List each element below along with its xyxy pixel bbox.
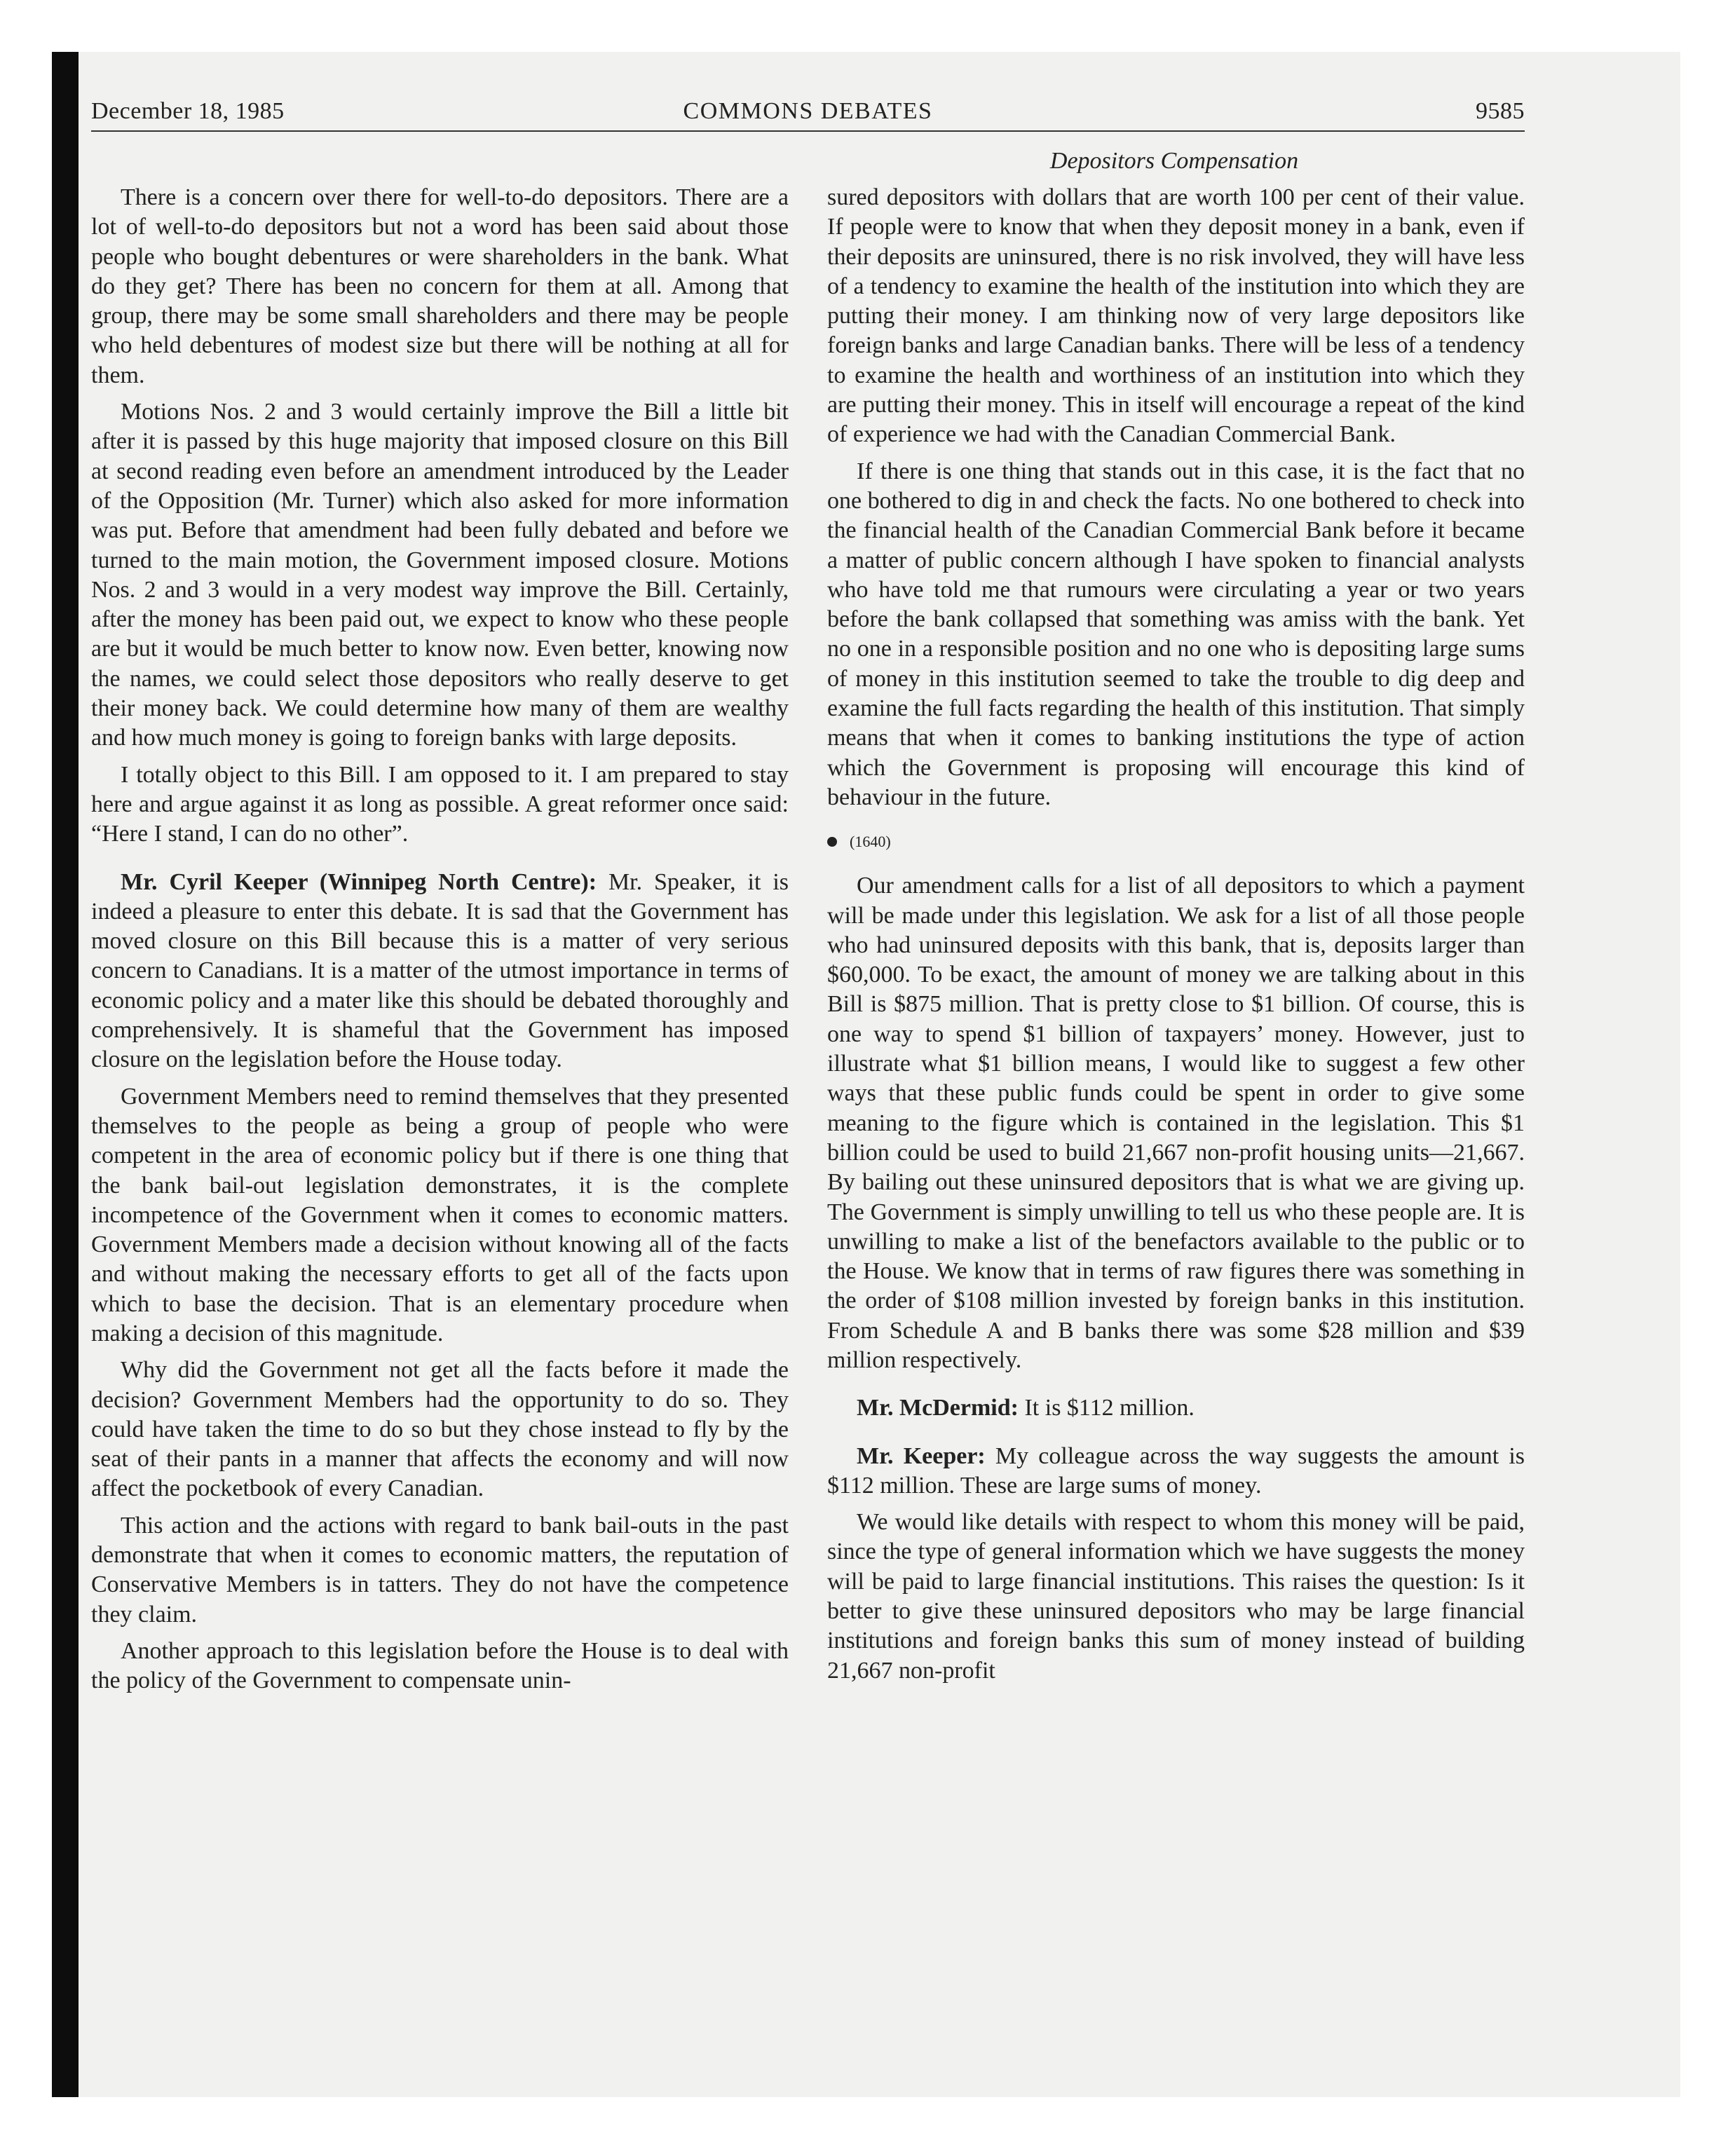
speech-paragraph (91, 868, 789, 1075)
speaker-name: Mr. Keeper: (857, 1442, 986, 1469)
paragraph: Why did the Government not get all the facts before it made the decision? Government Members had the opportunity to do so. They could have taken the time to do so but they chose instead to fly by the seat of their pants in a manner that affects the economy and will now affect the pocketbook of every Canadian. (91, 1357, 789, 1502)
header-rule (91, 130, 1525, 132)
right-column (827, 183, 1525, 1693)
speaker-name: Mr. Cyril Keeper (Winnipeg North Centre): (121, 868, 597, 895)
speech-text: Mr. Speaker, it is indeed a pleasure to enter this debate. It is sad that the Government has moved closure on this Bill because this is a matter of very serious concern to Canadians. It is a matter of the utmost importance in terms of economic policy and a mater like this should be debated thoroughly and comprehensively. It is shameful that the Government has imposed closure on the legislation before the House today. (91, 868, 789, 1073)
time-marker-text: (1640) (850, 833, 891, 851)
speaker-name: Mr. McDermid: (857, 1395, 1019, 1421)
header-page-number: 9585 (1476, 98, 1525, 124)
subject-heading: Depositors Compensation (1049, 148, 1299, 174)
left-column (91, 183, 789, 1703)
paragraph: I totally object to this Bill. I am opposed to it. I am prepared to stay here and argue against it as long as possible. A great reformer once said: “Here I stand, I can do no other”. (91, 761, 789, 847)
speech-paragraph (827, 1393, 1525, 1423)
speech-text: It is $112 million. (1024, 1395, 1195, 1421)
running-head (91, 94, 1525, 129)
time-marker (827, 828, 1525, 856)
paragraph: There is a concern over there for well-to-do depositors. There are a lot of well-to-do depositors but not a word has been said about those people who bought debentures or were shareholders in the bank. What do they get? There has been no concern for them at all. Among that group, there may be some small shareholders and there may be people who held debentures of modest size but there will be nothing at all for them. (91, 184, 789, 388)
header-title: COMMONS DEBATES (683, 98, 933, 124)
paragraph: Another approach to this legislation before the House is to deal with the policy of the Government to compensate unin- (91, 1637, 789, 1694)
paragraph: Motions Nos. 2 and 3 would certainly improve the Bill a little bit after it is passed by this huge majority that imposed closure on this Bill at second reading even before an amendment introduced by the Leader of the Opposition (Mr. Turner) which also asked for more information was put. Before that amendment had been fully debated and before we turned to the main motion, the Government imposed closure. Motions Nos. 2 and 3 would in a very modest way improve the Bill. Certainly, after the money has been paid out, we expect to know who these people are but it would be much better to know now. Even better, knowing now the names, we could select those depositors who really deserve to get their money back. We could determine how many of them are wealthy and how much money is going to foreign banks with large deposits. (91, 399, 789, 751)
paragraph: If there is one thing that stands out in this case, it is the fact that no one bothered to dig in and check the facts. No one bothered to check into the financial health of the Canadian Commercial Bank before it became a matter of public concern although I have spoken to financial analysts who have told me that rumours were circulating a year or two years before the bank collapsed that something was amiss with the bank. Yet no one in a responsible position and no one who is depositing large sums of money in this institution seemed to take the trouble to dig deep and examine the full facts regarding the health of this institution. That simply means that when it comes to banking institutions the type of action which the Government is proposing will encourage this kind of behaviour in the future. (827, 458, 1525, 810)
paragraph: sured depositors with dollars that are worth 100 per cent of their value. If people were to know that when they deposit money in a bank, even if their deposits are uninsured, there is no risk involved, they will have less of a tendency to examine the health of the institution into which they are putting their money. I am thinking now of very large depositors like foreign banks and large Canadian banks. There will be less of a tendency to examine the health and worthiness of an institution into which they are putting their money. This in itself will encourage a repeat of the kind of experience we had with the Canadian Commercial Bank. (827, 184, 1525, 448)
paragraph: Our amendment calls for a list of all depositors to which a payment will be made under this legislation. We ask for a list of all those people who had uninsured deposits with this bank, that is, deposits larger than $60,000. To be exact, the amount of money we are talking about in this Bill is $875 million. That is pretty close to $1 billion. Of course, this is one way to spend $1 billion of taxpayers’ money. However, just to illustrate what $1 billion means, I would like to suggest a few other ways that these public funds could be spent in order to give some meaning to the figure which is contained in the legislation. This $1 billion could be used to build 21,667 non-profit housing units—21,667. By bailing out these uninsured depositors that is what we are giving up. The Government is simply unwilling to tell us who these people are. It is unwilling to make a list of the benefactors available to the public or to the House. We know that in terms of raw figures there was something in the order of $108 million invested by foreign banks in this institution. From Schedule A and B banks there was some $28 million and $39 million respectively. (827, 873, 1525, 1373)
speech-paragraph (827, 1442, 1525, 1501)
paragraph: Government Members need to remind themselves that they presented themselves to the people as being a group of people who were competent in the area of economic policy but if there is one thing that the bank bail-out legislation demonstrates, it is the complete incompetence of the Government when it comes to economic matters. Government Members made a decision without knowing all of the facts and without making the necessary efforts to get all of the facts upon which to base the decision. That is an elementary procedure when making a decision of this magnitude. (91, 1083, 789, 1346)
paragraph: We would like details with respect to whom this money will be paid, since the type of general information which we have suggests the money will be paid to large financial institutions. This raises the question: Is it better to give these uninsured depositors who may be large financial institutions and foreign banks this sum of money instead of building 21,667 non-profit (827, 1509, 1525, 1684)
header-date: December 18, 1985 (91, 98, 285, 124)
scan-edge (52, 52, 79, 2097)
speech-text: My colleague across the way suggests the amount is $112 million. These are large sums of money. (827, 1442, 1525, 1499)
paragraph: This action and the actions with regard to bank bail-outs in the past demonstrate that when it comes to economic matters, the reputation of Conservative Members is in tatters. They do not have the competence they claim. (91, 1512, 789, 1628)
bullet-icon (827, 837, 837, 847)
